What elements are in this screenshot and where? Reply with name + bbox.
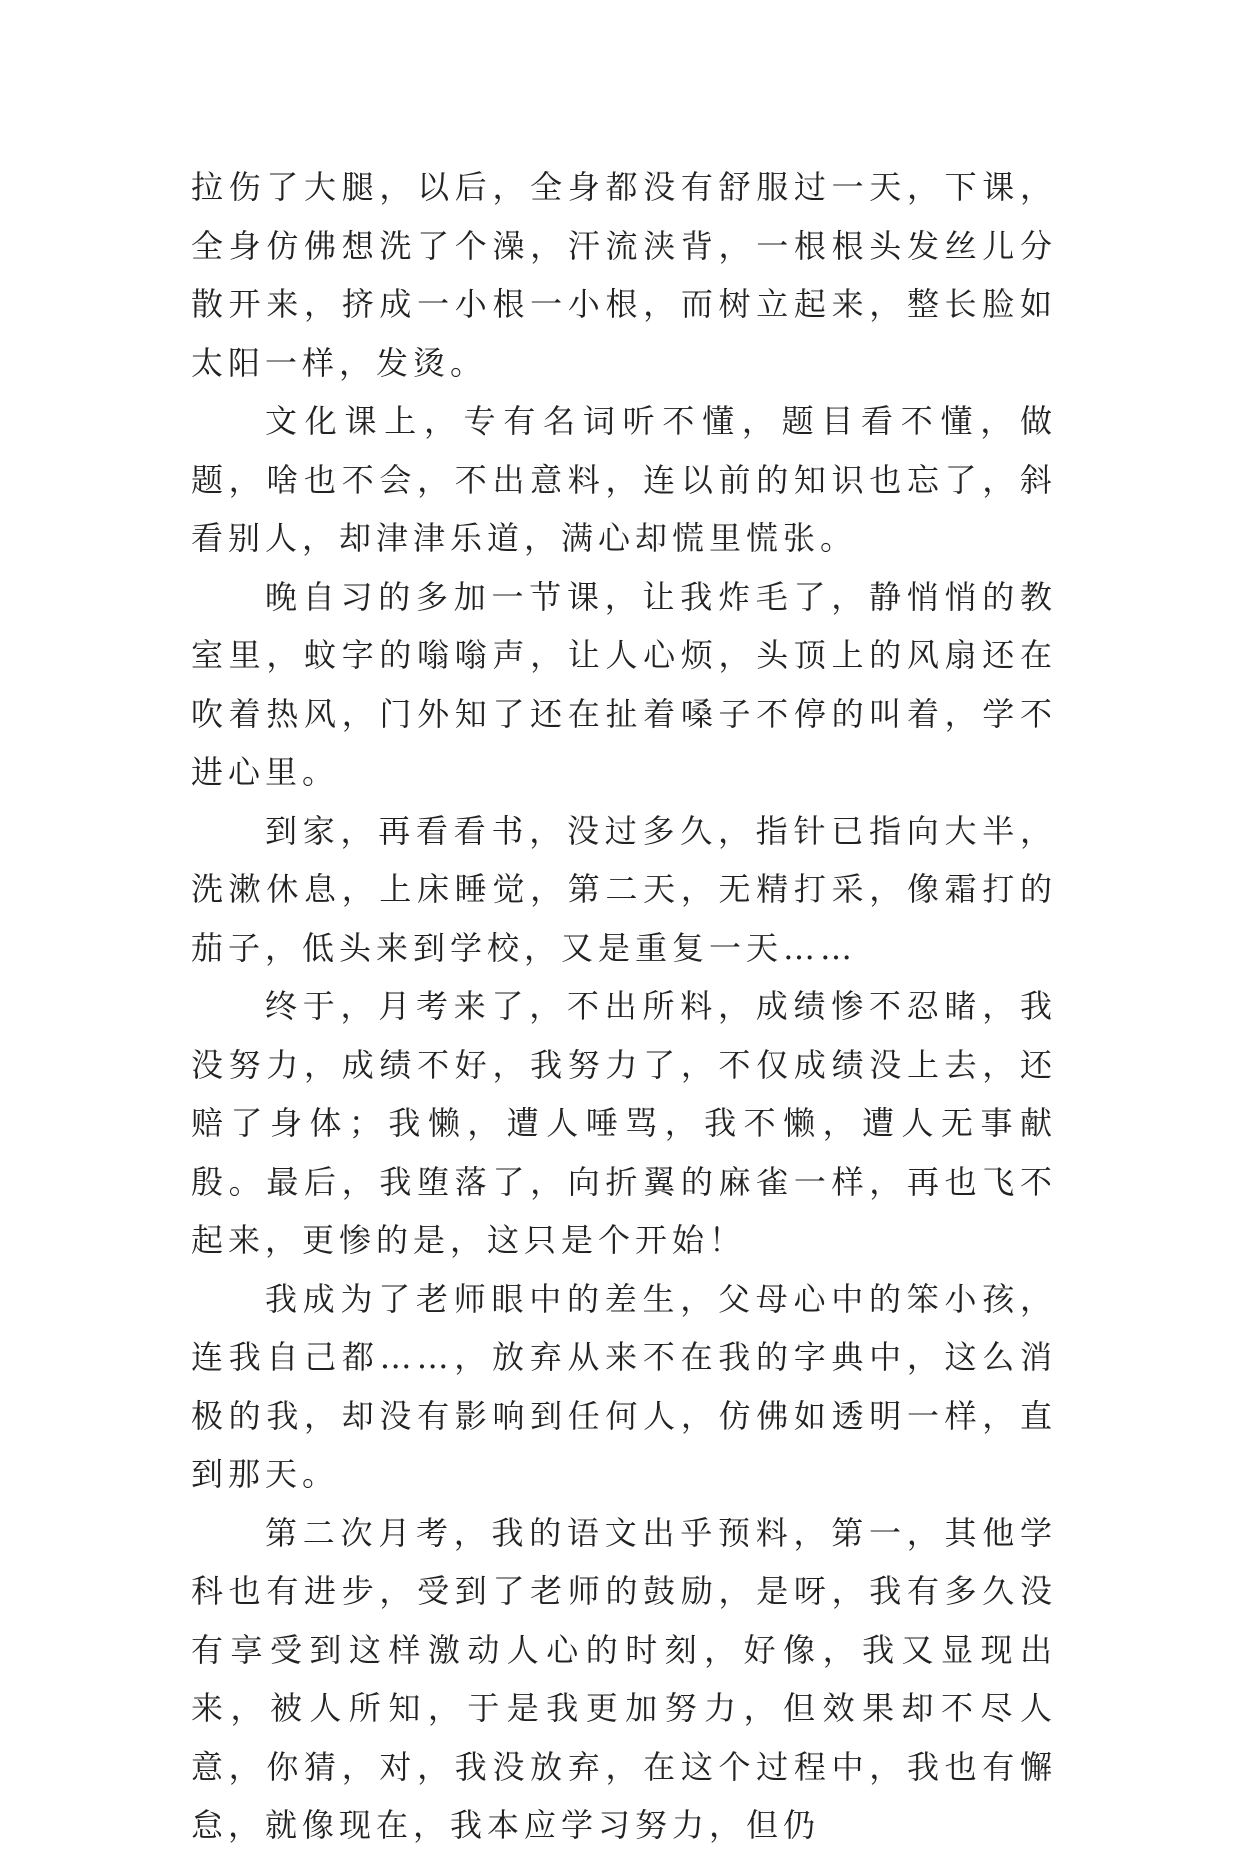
paragraph-2: 文化课上，专有名词听不懂，题目看不懂，做题，啥也不会，不出意料，连以前的知识也忘了，斜看别人，却津津乐道，满心却慌里慌张。 <box>191 402 1057 557</box>
paragraph-4: 到家，再看看书，没过多久，指针已指向大半，洗漱休息，上床睡觉，第二天，无精打采，像霜打的茄子，低头来到学校，又是重复一天…… <box>191 811 1057 967</box>
paragraph-1: 拉伤了大腿，以后，全身都没有舒服过一天，下课，全身仿佛想洗了个澡，汗流浃背，一根根头发丝儿分散开来，挤成一小根一小根，而树立起来，整长脸如太阳一样，发烫。 <box>191 168 1057 382</box>
body-text <box>191 158 1057 1855</box>
paragraph-7: 第二次月考，我的语文出乎预料，第一，其他学科也有进步，受到了老师的鼓励，是呀，我有多久没有享受到这样激动人心的时刻，好像，我又显现出来，被人所知，于是我更加努力，但效果却不尽人意，你猜，对，我没放弃，在这个过程中，我也有懈怠，就像现在，我本应学习努力，但仍 <box>191 1513 1057 1844</box>
paragraph-6: 我成为了老师眼中的差生，父母心中的笨小孩，连我自己都……，放弃从来不在我的字典中，这么消极的我，却没有影响到任何人，仿佛如透明一样，直到那天。 <box>191 1279 1057 1493</box>
paragraph-3: 晚自习的多加一节课，让我炸毛了，静悄悄的教室里，蚊字的嗡嗡声，让人心烦，头顶上的风扇还在吹着热风，门外知了还在扯着嗓子不停的叫着，学不进心里。 <box>191 577 1057 791</box>
paragraph-5: 终于，月考来了，不出所料，成绩惨不忍睹，我没努力，成绩不好，我努力了，不仅成绩没上去，还赔了身体；我懒，遭人唾骂，我不懒，遭人无事献殷。最后，我堕落了，向折翼的麻雀一样，再也飞不起来，更惨的是，这只是个开始！ <box>191 987 1057 1259</box>
